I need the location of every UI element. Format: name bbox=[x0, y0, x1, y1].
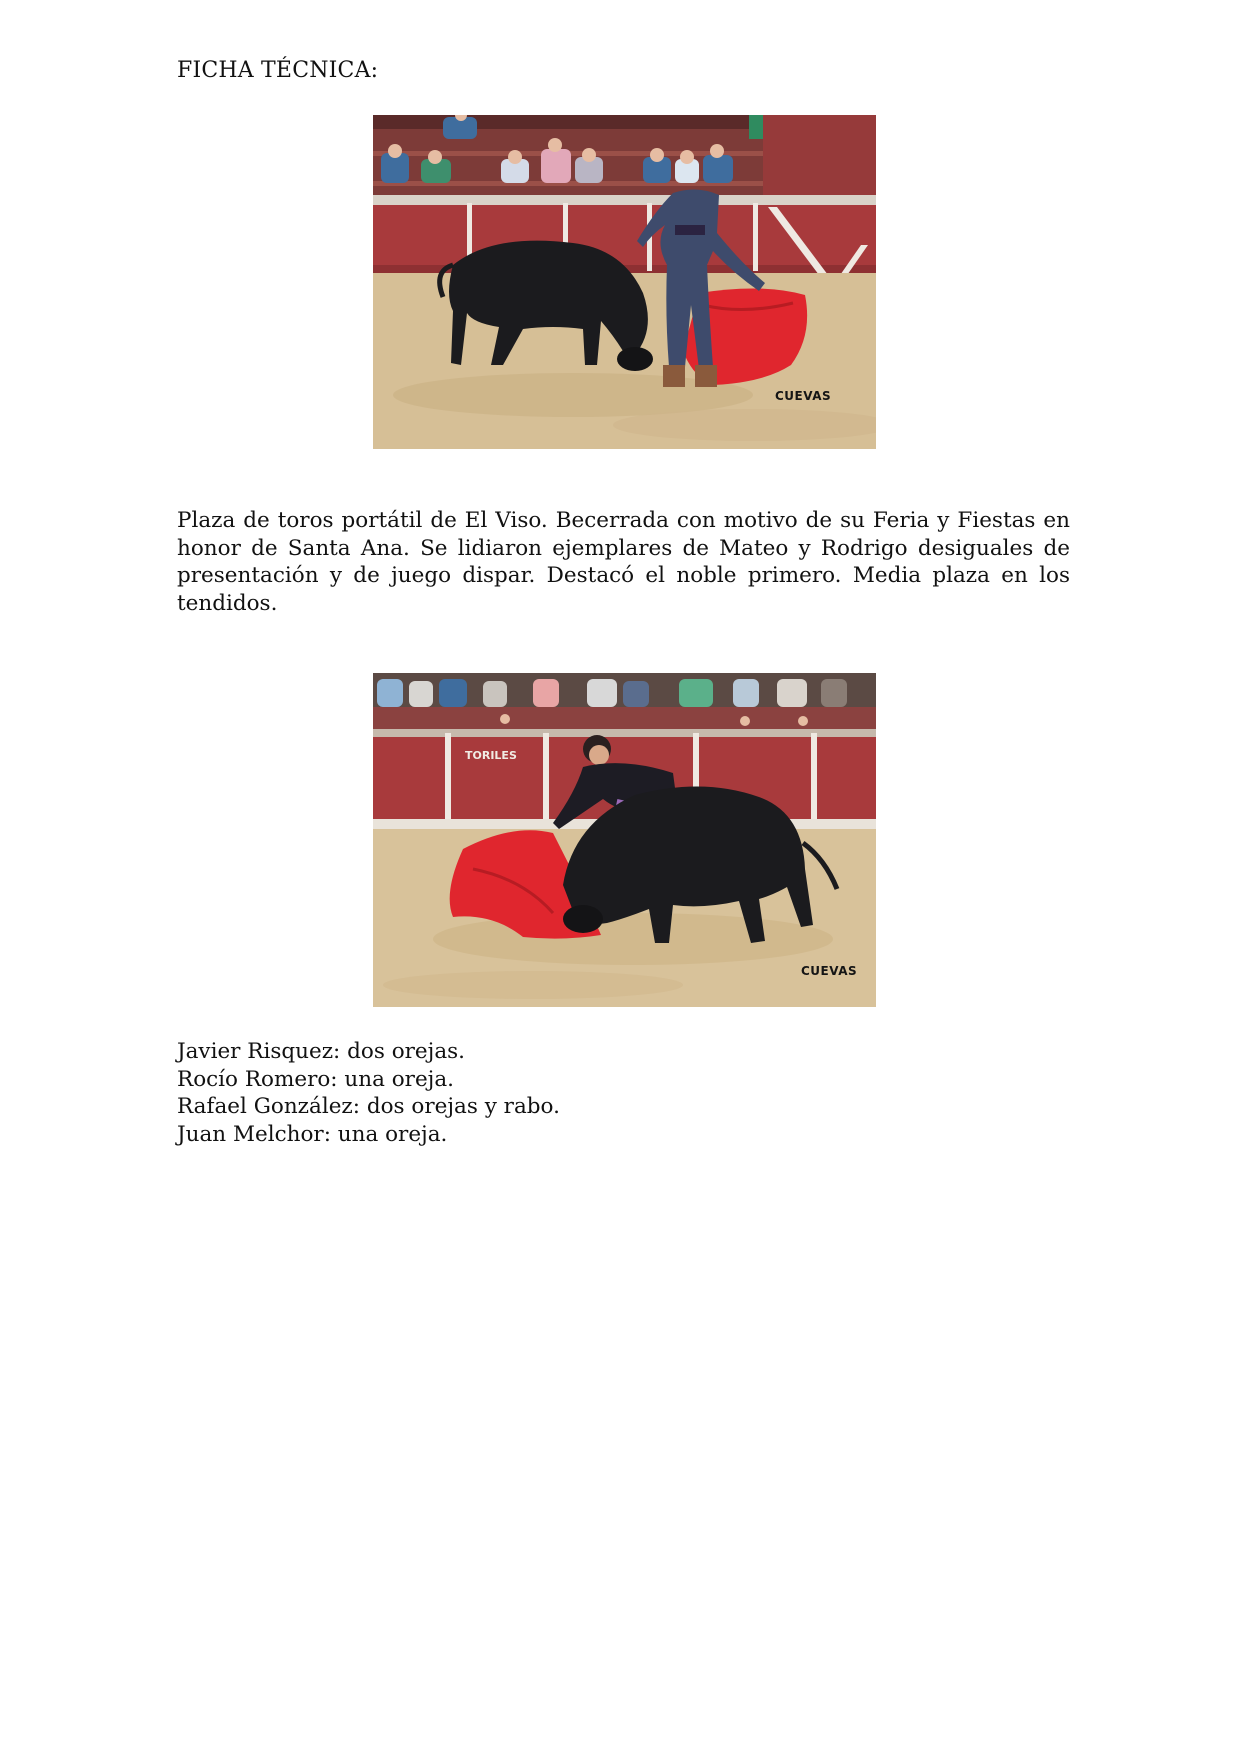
result-item: Rafael González: dos orejas y rabo. bbox=[177, 1094, 560, 1119]
result-item: Rocío Romero: una oreja. bbox=[177, 1066, 454, 1092]
bullfight-photo-icon bbox=[373, 673, 876, 1007]
result-item: Juan Melchor: una oreja. bbox=[177, 1121, 448, 1147]
bullfight-photo-icon bbox=[373, 115, 876, 449]
results-list bbox=[177, 1038, 560, 1148]
toriles-sign: TORILES bbox=[465, 749, 517, 762]
result-item: Javier Risquez: dos orejas. bbox=[177, 1039, 466, 1064]
bullfight-photo-1 bbox=[373, 115, 876, 449]
photo1-watermark: CUEVAS bbox=[775, 389, 832, 403]
document-heading: FICHA TÉCNICA: bbox=[177, 58, 379, 83]
photo2-watermark: CUEVAS bbox=[801, 964, 858, 978]
bullfight-photo-2 bbox=[373, 673, 876, 1007]
event-description: Plaza de toros portátil de El Viso. Becerrada con motivo de su Feria y Fiestas en honor de Santa Ana. Se lidiaron ejemplares de Mateo y Rodrigo desiguales de presentación y de juego dispar. Destacó el noble primero. Media plaza en los tendidos. bbox=[177, 508, 1070, 616]
